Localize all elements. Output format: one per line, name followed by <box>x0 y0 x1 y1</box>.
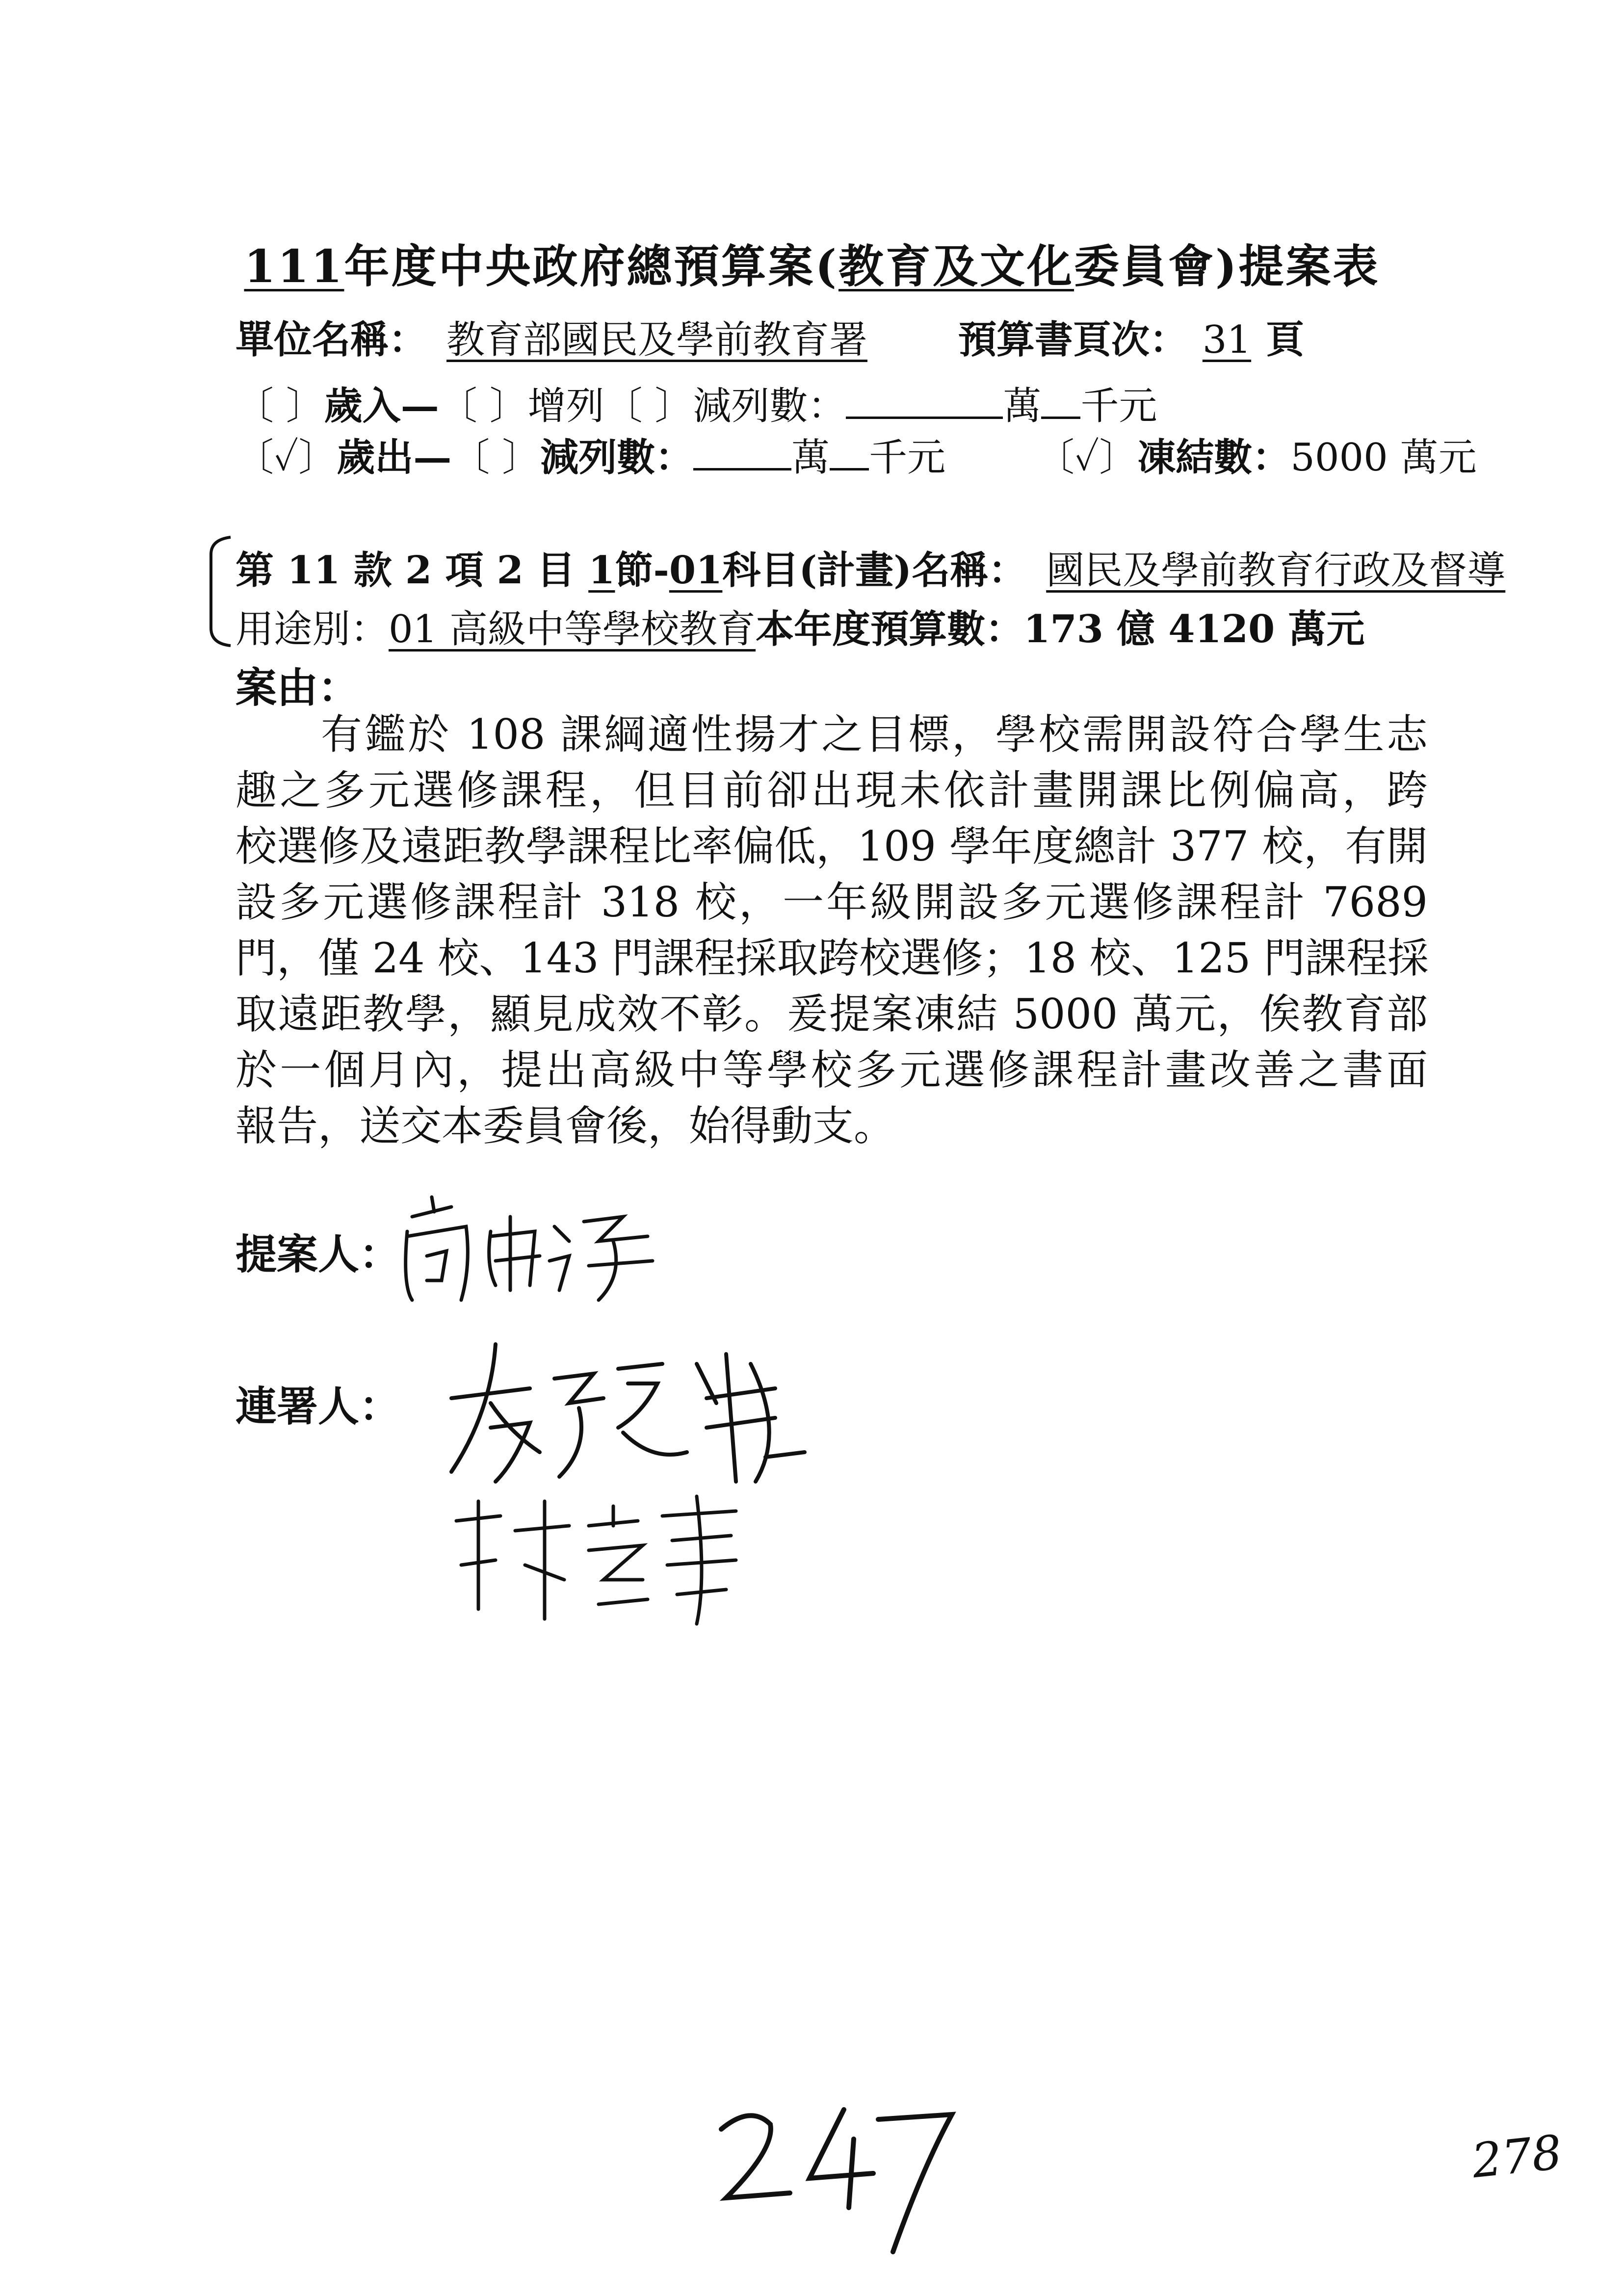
unit-row <box>236 309 1304 364</box>
freeze-checkbox: 〔✓〕 <box>1036 436 1138 480</box>
blank <box>830 434 869 470</box>
wan-label: 萬 <box>1003 384 1042 428</box>
cut-label: 減列數： <box>693 384 846 428</box>
item-row <box>236 540 1505 595</box>
cosigners-label: 連署人： <box>236 1382 401 1431</box>
bracket <box>206 535 236 648</box>
page-label: 預算書頁次： <box>958 317 1188 362</box>
qian-label: 千元 <box>869 436 946 480</box>
reason-line: 趣之多元選修課程，但目前卻出現未依計畫開課比例偏高，跨 <box>236 766 1428 814</box>
reason-label: 案由： <box>236 663 360 712</box>
item-jie-label: 節- <box>615 548 669 593</box>
title-text-end: 委員會)提案表 <box>1074 240 1380 293</box>
budget-value: 173 億 4120 萬元 <box>1023 607 1365 652</box>
corner-page-number: 278 <box>1469 2124 1565 2189</box>
usage-label: 用途別： <box>236 607 389 652</box>
usage-value: 01 高級中等學校教育 <box>389 607 756 652</box>
unit-label: 單位名稱： <box>236 317 427 362</box>
blank <box>1041 382 1080 419</box>
page-value: 31 <box>1202 318 1252 362</box>
reason-line: 門，僅 24 校、143 門課程採取跨校選修；18 校、125 門課程採 <box>236 934 1429 982</box>
cosigner-signature-2 <box>442 1482 785 1629</box>
item-kemu: 01 <box>669 548 723 593</box>
item-name-label: 科目(計畫)名稱： <box>722 548 1027 593</box>
add-checkbox: 〔 〕 <box>439 384 528 428</box>
page-suffix: 頁 <box>1266 317 1305 362</box>
title-text: 年度中央政府總預算案( <box>344 240 839 293</box>
cut-checkbox: 〔 〕 <box>451 436 541 480</box>
form-title <box>0 231 1624 295</box>
proposer-label: 提案人： <box>236 1230 401 1278</box>
reason-line: 設多元選修課程計 318 校，一年級開設多元選修課程計 7689 <box>236 878 1428 926</box>
usage-row <box>236 599 1364 653</box>
proposer-signature <box>393 1187 667 1315</box>
item-name-value: 國民及學前教育行政及督導 <box>1046 548 1506 593</box>
reason-paragraph <box>236 706 1428 1154</box>
reason-line: 取遠距教學，顯見成效不彰。爰提案凍結 5000 萬元，俟教育部 <box>236 990 1428 1038</box>
freeze-value: 5000 萬元 <box>1290 436 1477 480</box>
expense-row <box>236 427 1477 482</box>
budget-label: 本年度預算數： <box>756 607 1024 652</box>
qian-label: 千元 <box>1080 384 1157 428</box>
unit-value: 教育部國民及學前教育署 <box>446 318 868 362</box>
item-prefix: 第 11 款 2 項 2 目 <box>236 548 589 593</box>
revenue-label: 歲入— <box>324 384 439 428</box>
cut-label: 減列數： <box>540 435 694 480</box>
expense-label: 歲出— <box>337 435 452 480</box>
blank <box>846 382 1003 419</box>
revenue-checkbox: 〔 〕 <box>236 384 324 428</box>
handwritten-page-number <box>707 2095 962 2257</box>
reason-line: 報告，送交本委員會後，始得動支。 <box>236 1102 895 1150</box>
blank <box>693 434 791 470</box>
title-year: 111 <box>244 240 344 293</box>
reason-line: 校選修及遠距教學課程比率偏低，109 學年度總計 377 校，有開 <box>236 822 1428 870</box>
wan-label: 萬 <box>791 436 830 480</box>
title-committee: 教育及文化 <box>838 240 1074 293</box>
add-label: 增列 <box>527 384 604 428</box>
cut-checkbox: 〔 〕 <box>604 384 693 428</box>
freeze-label: 凍結數： <box>1137 435 1291 480</box>
revenue-row <box>236 375 1157 430</box>
reason-line: 於一個月內，提出高級中等學校多元選修課程計畫改善之書面 <box>236 1046 1428 1094</box>
expense-checkbox: 〔✓〕 <box>236 436 337 480</box>
reason-line: 有鑑於 108 課綱適性揚才之目標，學校需開設符合學生志 <box>321 710 1428 758</box>
cosigner-signature-1 <box>432 1334 814 1491</box>
item-jie: 1 <box>588 548 615 593</box>
